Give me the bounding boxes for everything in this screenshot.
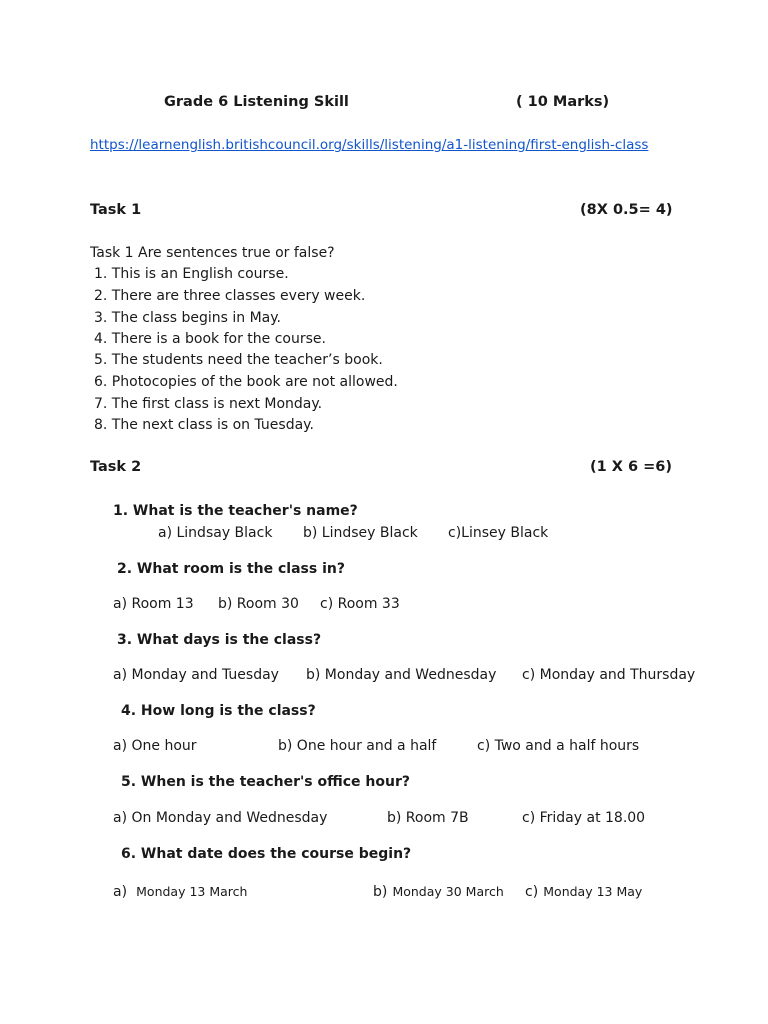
option-text: Monday 13 March bbox=[136, 884, 248, 899]
option-c: c) Friday at 18.00 bbox=[522, 810, 646, 826]
question-1: 1. What is the teacher's name? bbox=[113, 503, 358, 519]
option-b: b) Monday and Wednesday bbox=[306, 667, 497, 683]
question-3: 3. What days is the class? bbox=[117, 632, 322, 648]
option-b: b) Room 30 bbox=[218, 596, 299, 612]
worksheet-title: Grade 6 Listening Skill bbox=[164, 94, 349, 110]
task1-item: 6. Photocopies of the book are not allowed. bbox=[94, 374, 398, 390]
option-b: b) Lindsey Black bbox=[303, 525, 418, 541]
option-text: Monday 13 May bbox=[543, 884, 643, 899]
source-link[interactable]: https://learnenglish.britishcouncil.org/skills/listening/a1-listening/first-english-class bbox=[90, 137, 649, 153]
task1-item: 7. The first class is next Monday. bbox=[94, 396, 323, 412]
option-a: a) Lindsay Black bbox=[158, 525, 273, 541]
option-a: a) One hour bbox=[113, 738, 197, 754]
task2-marks: (1 X 6 =6) bbox=[590, 459, 672, 475]
question-2: 2. What room is the class in? bbox=[117, 561, 345, 577]
question-6: 6. What date does the course begin? bbox=[121, 846, 412, 862]
option-text: Monday 30 March bbox=[392, 884, 504, 899]
option-letter: a) bbox=[113, 884, 128, 900]
option-c: c)Linsey Black bbox=[448, 525, 549, 541]
task1-item: 8. The next class is on Tuesday. bbox=[94, 417, 314, 433]
task1-item: 4. There is a book for the course. bbox=[94, 331, 326, 347]
option-b: b) One hour and a half bbox=[278, 738, 437, 754]
question-4: 4. How long is the class? bbox=[121, 703, 316, 719]
option-c: c) Room 33 bbox=[320, 596, 400, 612]
option-a: a) Monday and Tuesday bbox=[113, 667, 279, 683]
option-a: a) Room 13 bbox=[113, 596, 194, 612]
option-c bbox=[525, 881, 642, 900]
option-a bbox=[113, 881, 247, 900]
option-a: a) On Monday and Wednesday bbox=[113, 810, 328, 826]
task1-heading: Task 1 bbox=[90, 202, 142, 218]
task1-item: 2. There are three classes every week. bbox=[94, 288, 366, 304]
question-5: 5. When is the teacher's office hour? bbox=[121, 774, 410, 790]
total-marks: ( 10 Marks) bbox=[516, 94, 610, 110]
task1-intro: Task 1 Are sentences true or false? bbox=[90, 245, 335, 261]
option-letter: c) bbox=[525, 884, 539, 900]
option-letter: b) bbox=[373, 884, 388, 900]
task1-marks: (8X 0.5= 4) bbox=[580, 202, 673, 218]
task1-item: 3. The class begins in May. bbox=[94, 310, 282, 326]
task1-item: 1. This is an English course. bbox=[94, 266, 289, 282]
option-b: b) Room 7B bbox=[387, 810, 469, 826]
option-b bbox=[373, 881, 504, 900]
option-c: c) Two and a half hours bbox=[477, 738, 640, 754]
task2-heading: Task 2 bbox=[90, 459, 142, 475]
option-c: c) Monday and Thursday bbox=[522, 667, 696, 683]
task1-item: 5. The students need the teacher’s book. bbox=[94, 352, 383, 368]
